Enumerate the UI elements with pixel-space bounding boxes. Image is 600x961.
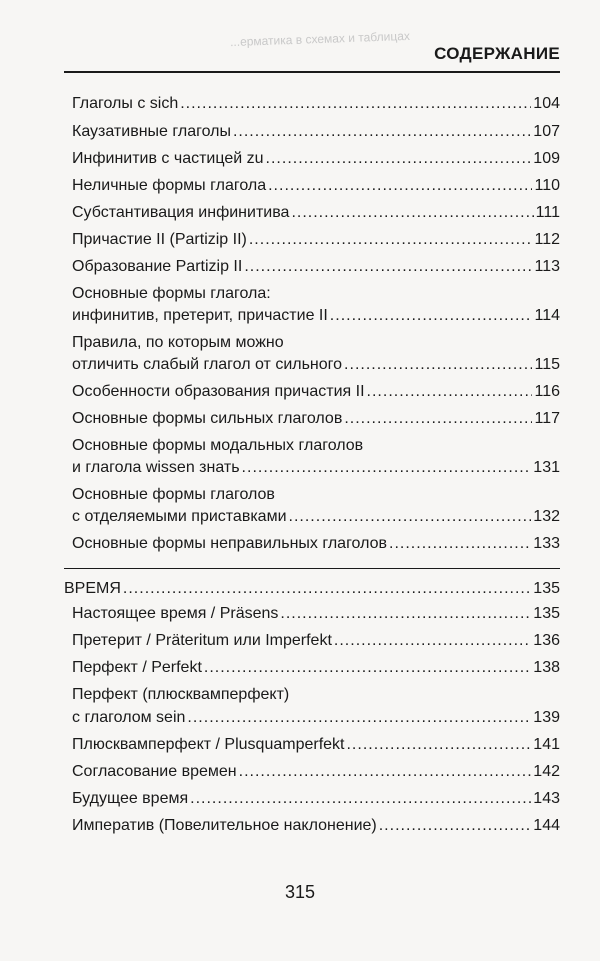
toc-entry[interactable]: Неличные формы глагола ..... 110 [72,175,560,197]
toc-entry[interactable]: Согласование времен ..... 142 [72,761,560,783]
toc-entry[interactable]: Субстантивация инфинитива ..... 111 [72,202,560,224]
toc-entry[interactable]: Плюсквамперфект / Plusquamperfekt ..... 141 [72,734,560,756]
toc-entry-line1: Основные формы глагола: [72,285,271,302]
toc-section-heading[interactable]: ВРЕМЯ ..... 135 [64,578,560,600]
toc-entry[interactable]: и глагола wissen знать ..... 131 [72,457,560,479]
toc-entry[interactable]: Особенности образования причастия II ..... 116 [72,381,560,403]
toc-entry-line1: Основные формы модальных глаголов [72,437,364,454]
toc-entry[interactable]: Глаголы с sich ..... 104 [72,93,560,115]
toc-entry[interactable]: Настоящее время / Präsens ..... 135 [72,603,560,625]
toc-entry[interactable]: Будущее время ..... 143 [72,788,560,810]
toc-entry[interactable]: с глаголом sein ..... 139 [72,707,560,729]
toc-entry[interactable]: Каузативные глаголы ..... 107 [72,121,560,143]
toc-entry[interactable]: Образование Partizip II ..... 113 [72,256,560,278]
toc-entry[interactable]: с отделяемыми приставками ..... 132 [72,506,560,528]
toc-entry[interactable]: отличить слабый глагол от сильного ..... 115 [72,354,560,376]
toc-entry[interactable]: Основные формы сильных глаголов ..... 117 [72,408,560,430]
toc-entry-line1: Перфект (плюсквамперфект) [72,686,290,703]
section-separator [64,568,560,569]
toc-entry[interactable]: Причастие II (Partizip II) ..... 112 [72,229,560,251]
toc-entry[interactable]: Основные формы неправильных глаголов ..... 133 [72,533,560,555]
section-header: СОДЕРЖАНИЕ [434,44,560,63]
running-header-bleed: ...ерматика в схемах и таблицах [229,28,411,50]
toc-entry[interactable]: Инфинитив с частицей zu ..... 109 [72,148,560,170]
header-rule [64,71,560,73]
toc-entry-line1: Правила, по которым можно [72,334,284,351]
toc-entry[interactable]: Претерит / Präteritum или Imperfekt ..... 136 [72,630,560,652]
toc-entry-line1: Основные формы глаголов [72,486,275,503]
page-number: 315 [284,882,316,902]
toc-entry[interactable]: инфинитив, претерит, причастие II ..... 114 [72,305,560,327]
toc-entry[interactable]: Императив (Повелительное наклонение) ..... 144 [72,815,560,837]
toc-entry[interactable]: Перфект / Perfekt ..... 138 [72,657,560,679]
